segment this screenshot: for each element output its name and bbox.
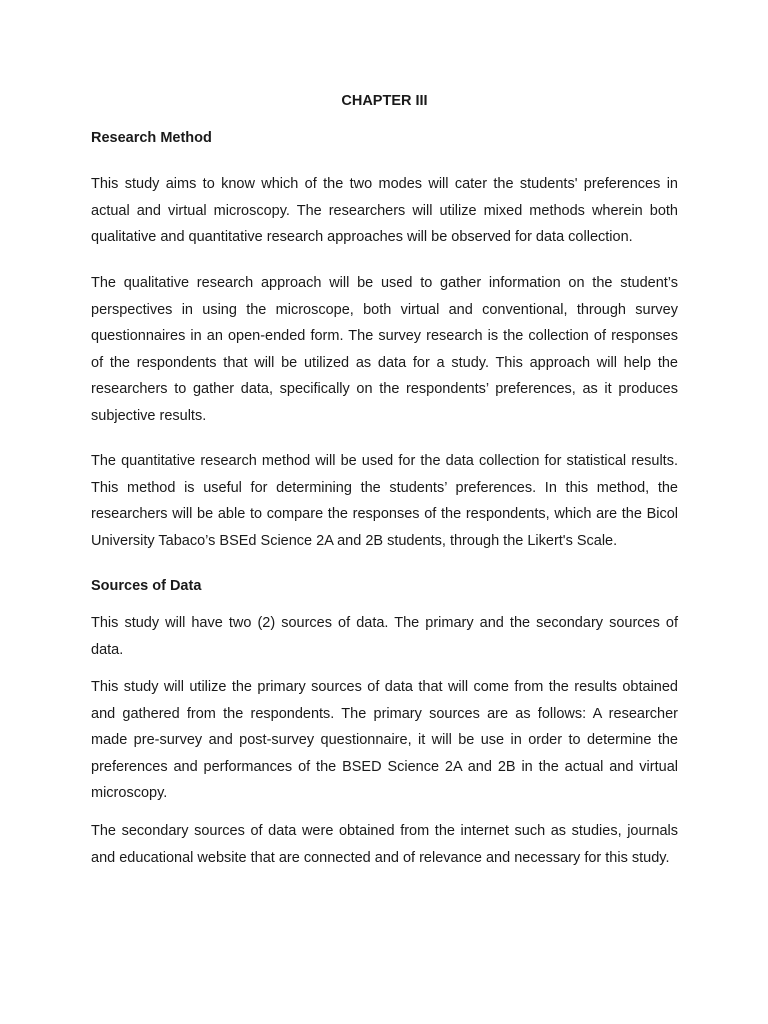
paragraph-sources-intro: This study will have two (2) sources of data. The primary and the secondary sources of data. [91,615,678,658]
paragraph-quantitative: The quantitative research method will be used for the data collection for statistical results. This method is useful for determining the students’ preferences. In this method, the researchers will be able to compare the responses of the respondents, which are the Bicol University Tabaco’s BSEd Science 2A and 2B students, through the Likert's Scale. [91,453,678,549]
chapter-title: CHAPTER III [341,93,428,109]
paragraph-secondary-sources: The secondary sources of data were obtained from the internet such as studies, journals and educational website that are connected and of relevance and necessary for this study. [91,823,678,866]
paragraph-primary-sources: This study will utilize the primary sources of data that will come from the results obtained and gathered from the respondents. The primary sources are as follows: A researcher made pre-survey and post-survey questionnaire, it will be use in order to determine the preferences and performances of the BSED Science 2A and 2B in the actual and virtual microscopy. [91,679,678,801]
section-heading-research-method: Research Method [91,130,212,146]
paragraph-qualitative: The qualitative research approach will be used to gather information on the student’s perspectives in using the microscope, both virtual and conventional, through survey questionnaires in an open-ended form. The survey research is the collection of responses of the respondents that will be utilized as data for a study. This approach will help the researchers to gather data, specifically on the respondents’ preferences, as it produces subjective results. [91,275,678,424]
section-heading-sources-of-data: Sources of Data [91,578,202,594]
paragraph-research-intro: This study aims to know which of the two modes will cater the students' preferences in actual and virtual microscopy. The researchers will utilize mixed methods wherein both qualitative and quantitative research approaches will be observed for data collection. [91,176,678,245]
